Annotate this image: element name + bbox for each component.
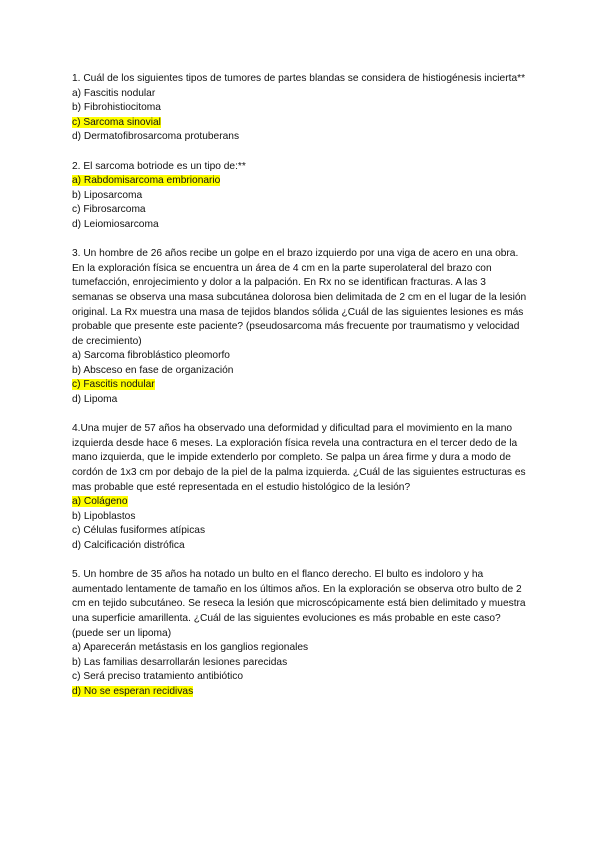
answer-option: d) Leiomiosarcoma (72, 218, 159, 230)
answer-option: d) Dermatofibrosarcoma protuberans (72, 131, 240, 143)
answer-option-highlighted: c) Sarcoma sinovial (72, 116, 161, 128)
answer-option-highlighted: a) Rabdomisarcoma embrionario (72, 175, 221, 187)
question-stem: 1. Cuál de los siguientes tipos de tumores de partes blandas se considera de histiogénesis incierta** (72, 73, 526, 84)
answer-option: b) Liposarcoma (72, 189, 143, 201)
answer-option-highlighted: d) No se esperan recidivas (72, 685, 194, 697)
answer-option: c) Células fusiformes atípicas (72, 525, 206, 537)
question-stem: 5. Un hombre de 35 años ha notado un bulto en el flanco derecho. El bulto es indoloro y ha aumentado lentamente de tamaño en los últimos años. En la exploración se observa otro bulto de 2 cm en tejido subcutáneo. Se reseca la lesión que microscópicamente está bien delimitado y muestra una superficie amarillenta. ¿Cuál de las siguientes evoluciones es más probable en este caso? (puede ser un lipoma) (72, 569, 526, 639)
question-5 (72, 568, 528, 699)
question-1 (72, 72, 528, 145)
answer-option: a) Fascitis nodular (72, 87, 156, 99)
answer-option: c) Será preciso tratamiento antibiótico (72, 671, 244, 683)
answer-option-highlighted: a) Colágeno (72, 496, 128, 508)
answer-option: b) Las familias desarrollarán lesiones parecidas (72, 656, 288, 668)
answer-option: a) Sarcoma fibroblástico pleomorfo (72, 350, 230, 362)
answer-option: a) Aparecerán metástasis en los ganglios regionales (72, 642, 309, 654)
answer-option: c) Fibrosarcoma (72, 204, 146, 216)
answer-option-highlighted: c) Fascitis nodular (72, 379, 155, 391)
answer-option: b) Absceso en fase de organización (72, 364, 234, 376)
question-4 (72, 422, 528, 553)
document-page (72, 72, 528, 714)
answer-option: d) Calcificación distrófica (72, 540, 185, 551)
answer-option: d) Lipoma (72, 394, 118, 406)
question-stem: 2. El sarcoma botriode es un tipo de:** (72, 160, 246, 172)
question-stem: 3. Un hombre de 26 años recibe un golpe en el brazo izquierdo por una viga de acero en una obra. En la exploración física se encuentra un área de 4 cm en la parte superolateral del brazo con tumefacción, enrojecimiento y dolor a la palpación. En Rx no se identifican fracturas. A las 3 semanas se observa una masa subcutánea dolorosa bien delimitada de 2 cm en el lugar de la lesión original. La Rx muestra una masa de tejidos blandos sólida ¿Cuál de las siguientes lesiones es más probable que presente este paciente? (pseudosarcoma más frecuente por traumatismo y velocidad de crecimiento) (72, 248, 527, 347)
question-stem: 4.Una mujer de 57 años ha observado una deformidad y dificultad para el movimiento en la mano izquierda desde hace 6 meses. La exploración física revela una contractura en el tercer dedo de la mano izquierda, que le impide extenderlo por completo. Se palpa un área firme y dura a modo de cordón de 1x3 cm por debajo de la piel de la palma izquierda. ¿Cuál de las siguientes estructuras es mas probable que esté representada en el estudio histológico de la lesión? (72, 423, 526, 493)
answer-option: b) Lipoblastos (72, 510, 136, 522)
question-2 (72, 160, 528, 233)
question-3 (72, 247, 528, 408)
answer-option: b) Fibrohistiocitoma (72, 102, 161, 114)
